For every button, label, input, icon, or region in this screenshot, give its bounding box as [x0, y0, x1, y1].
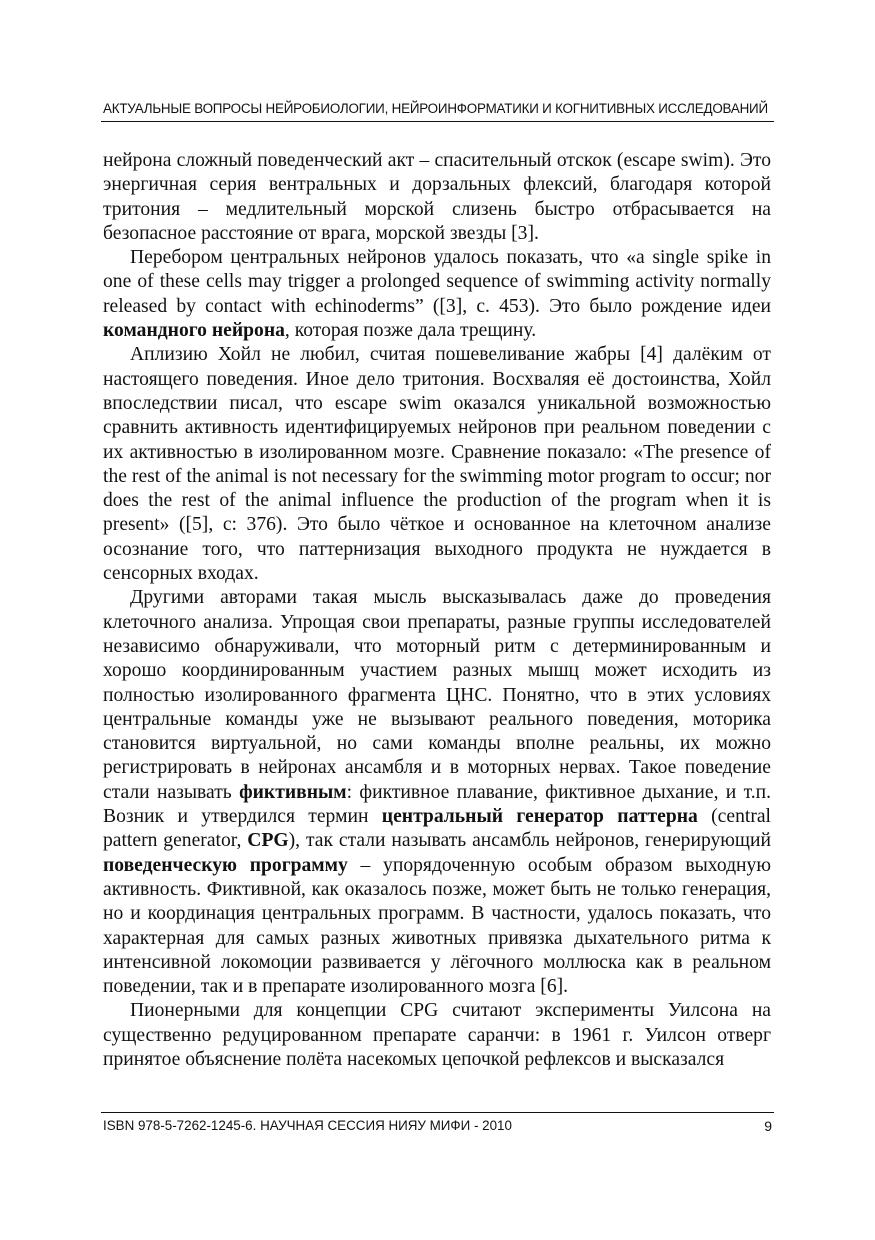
- paragraph-text: нейрона сложный поведенческий акт – спасительный отскок (escape swim). Это энергичная серия вентральных и дорзальных флексий, благодаря которой тритония – медлительный морской слизень быстро отбрасывается на безопасное расстояние от врага, морской звезды [3].: [103, 150, 771, 244]
- paragraph-2: [103, 246, 771, 343]
- paragraph-3: [103, 343, 771, 586]
- term-command-neuron: командного нейрона: [103, 320, 285, 342]
- paragraph-text: Пионерными для концепции CPG считают эксперименты Уилсона на существенно редуцированном препарате саранчи: в 1961 г. Уилсон отверг принятое объяснение полёта насекомых цепочкой рефлексов и высказался: [103, 1000, 771, 1070]
- paragraph-text: Перебором центральных нейронов удалось показать, что «a single spike in one of these cells may trigger a prolonged sequence of swimming activity normally released by contact with echinoderms” ([3], с. 453). Это было рождение идеи: [103, 247, 771, 317]
- term-behavioral-program: поведенческую программу: [103, 854, 348, 876]
- header-divider: [101, 121, 774, 122]
- paragraph-text: ), так стали называть ансамбль нейронов, генерирующий: [288, 830, 771, 852]
- body-text: [103, 149, 771, 1072]
- paragraph-5: [103, 999, 771, 1072]
- footer-divider: [101, 1112, 774, 1113]
- paragraph-text: Другими авторами такая мысль высказывалась даже до проведения клеточного анализа. Упрощая свои препараты, разные группы исследователей независимо обнаруживали, что моторный ритм с детерминированным и хорошо координированным участием разных мышц может исходить из полностью изолированного фрагмента ЦНС. Понятно, что в этих условиях центральные команды уже не вызывают реального поведения, моторика становится виртуальной, но сами команды вполне реальны, их можно регистрировать в нейронах ансамбля и в моторных нервах. Такое поведение стали называть: [103, 587, 771, 803]
- paragraph-1: [103, 149, 771, 246]
- running-header: АКТУАЛЬНЫЕ ВОПРОСЫ НЕЙРОБИОЛОГИИ, НЕЙРОИНФОРМАТИКИ И КОГНИТИВНЫХ ИССЛЕДОВАНИЙ: [103, 101, 768, 116]
- paragraph-4: [103, 586, 771, 999]
- paragraph-text: , которая позже дала трещину.: [284, 320, 537, 342]
- page-number: 9: [764, 1118, 772, 1134]
- paragraph-text: – упорядоченную особым образом выходную активность. Фиктивной, как оказалось позже, может быть не только генерация, но и координация центральных программ. В частности, удалось показать, что характерная для самых разных животных привязка дыхательного ритма к интенсивной локомоции развивается у лёгочного моллюска как в реальном поведении, так и в препарате изолированного мозга [6].: [103, 854, 771, 998]
- paragraph-text: (central pattern generator,: [103, 806, 771, 852]
- term-fictive: фиктивным: [239, 781, 347, 803]
- footer-isbn: ISBN 978-5-7262-1245-6. НАУЧНАЯ СЕССИЯ НИЯУ МИФИ - 2010: [103, 1118, 512, 1133]
- term-cpg: CPG: [247, 830, 289, 852]
- paragraph-text: : фиктивное плавание, фиктивное дыхание, и т.п. Возник и утвердился термин: [103, 781, 771, 828]
- term-central-pattern-generator: центральный генератор паттерна: [381, 806, 698, 828]
- paragraph-text: Аплизию Хойл не любил, считая пошевеливание жабры [4] далёким от настоящего поведения. Иное дело тритония. Восхваляя её достоинства, Хойл впоследствии писал, что escape swim оказался уникальной возможностью сравнить активность идентифицируемых нейронов при реальном поведении с их активностью в изолированном мозге. Сравнение показало: «The presence of the rest of the animal is not necessary for the swimming motor program to occur; nor does the rest of the animal influence the production of the program when it is present» ([5], с: 376). Это было чёткое и основанное на клеточном анализе осознание того, что паттернизация выходного продукта не нуждается в сенсорных входах.: [103, 344, 771, 585]
